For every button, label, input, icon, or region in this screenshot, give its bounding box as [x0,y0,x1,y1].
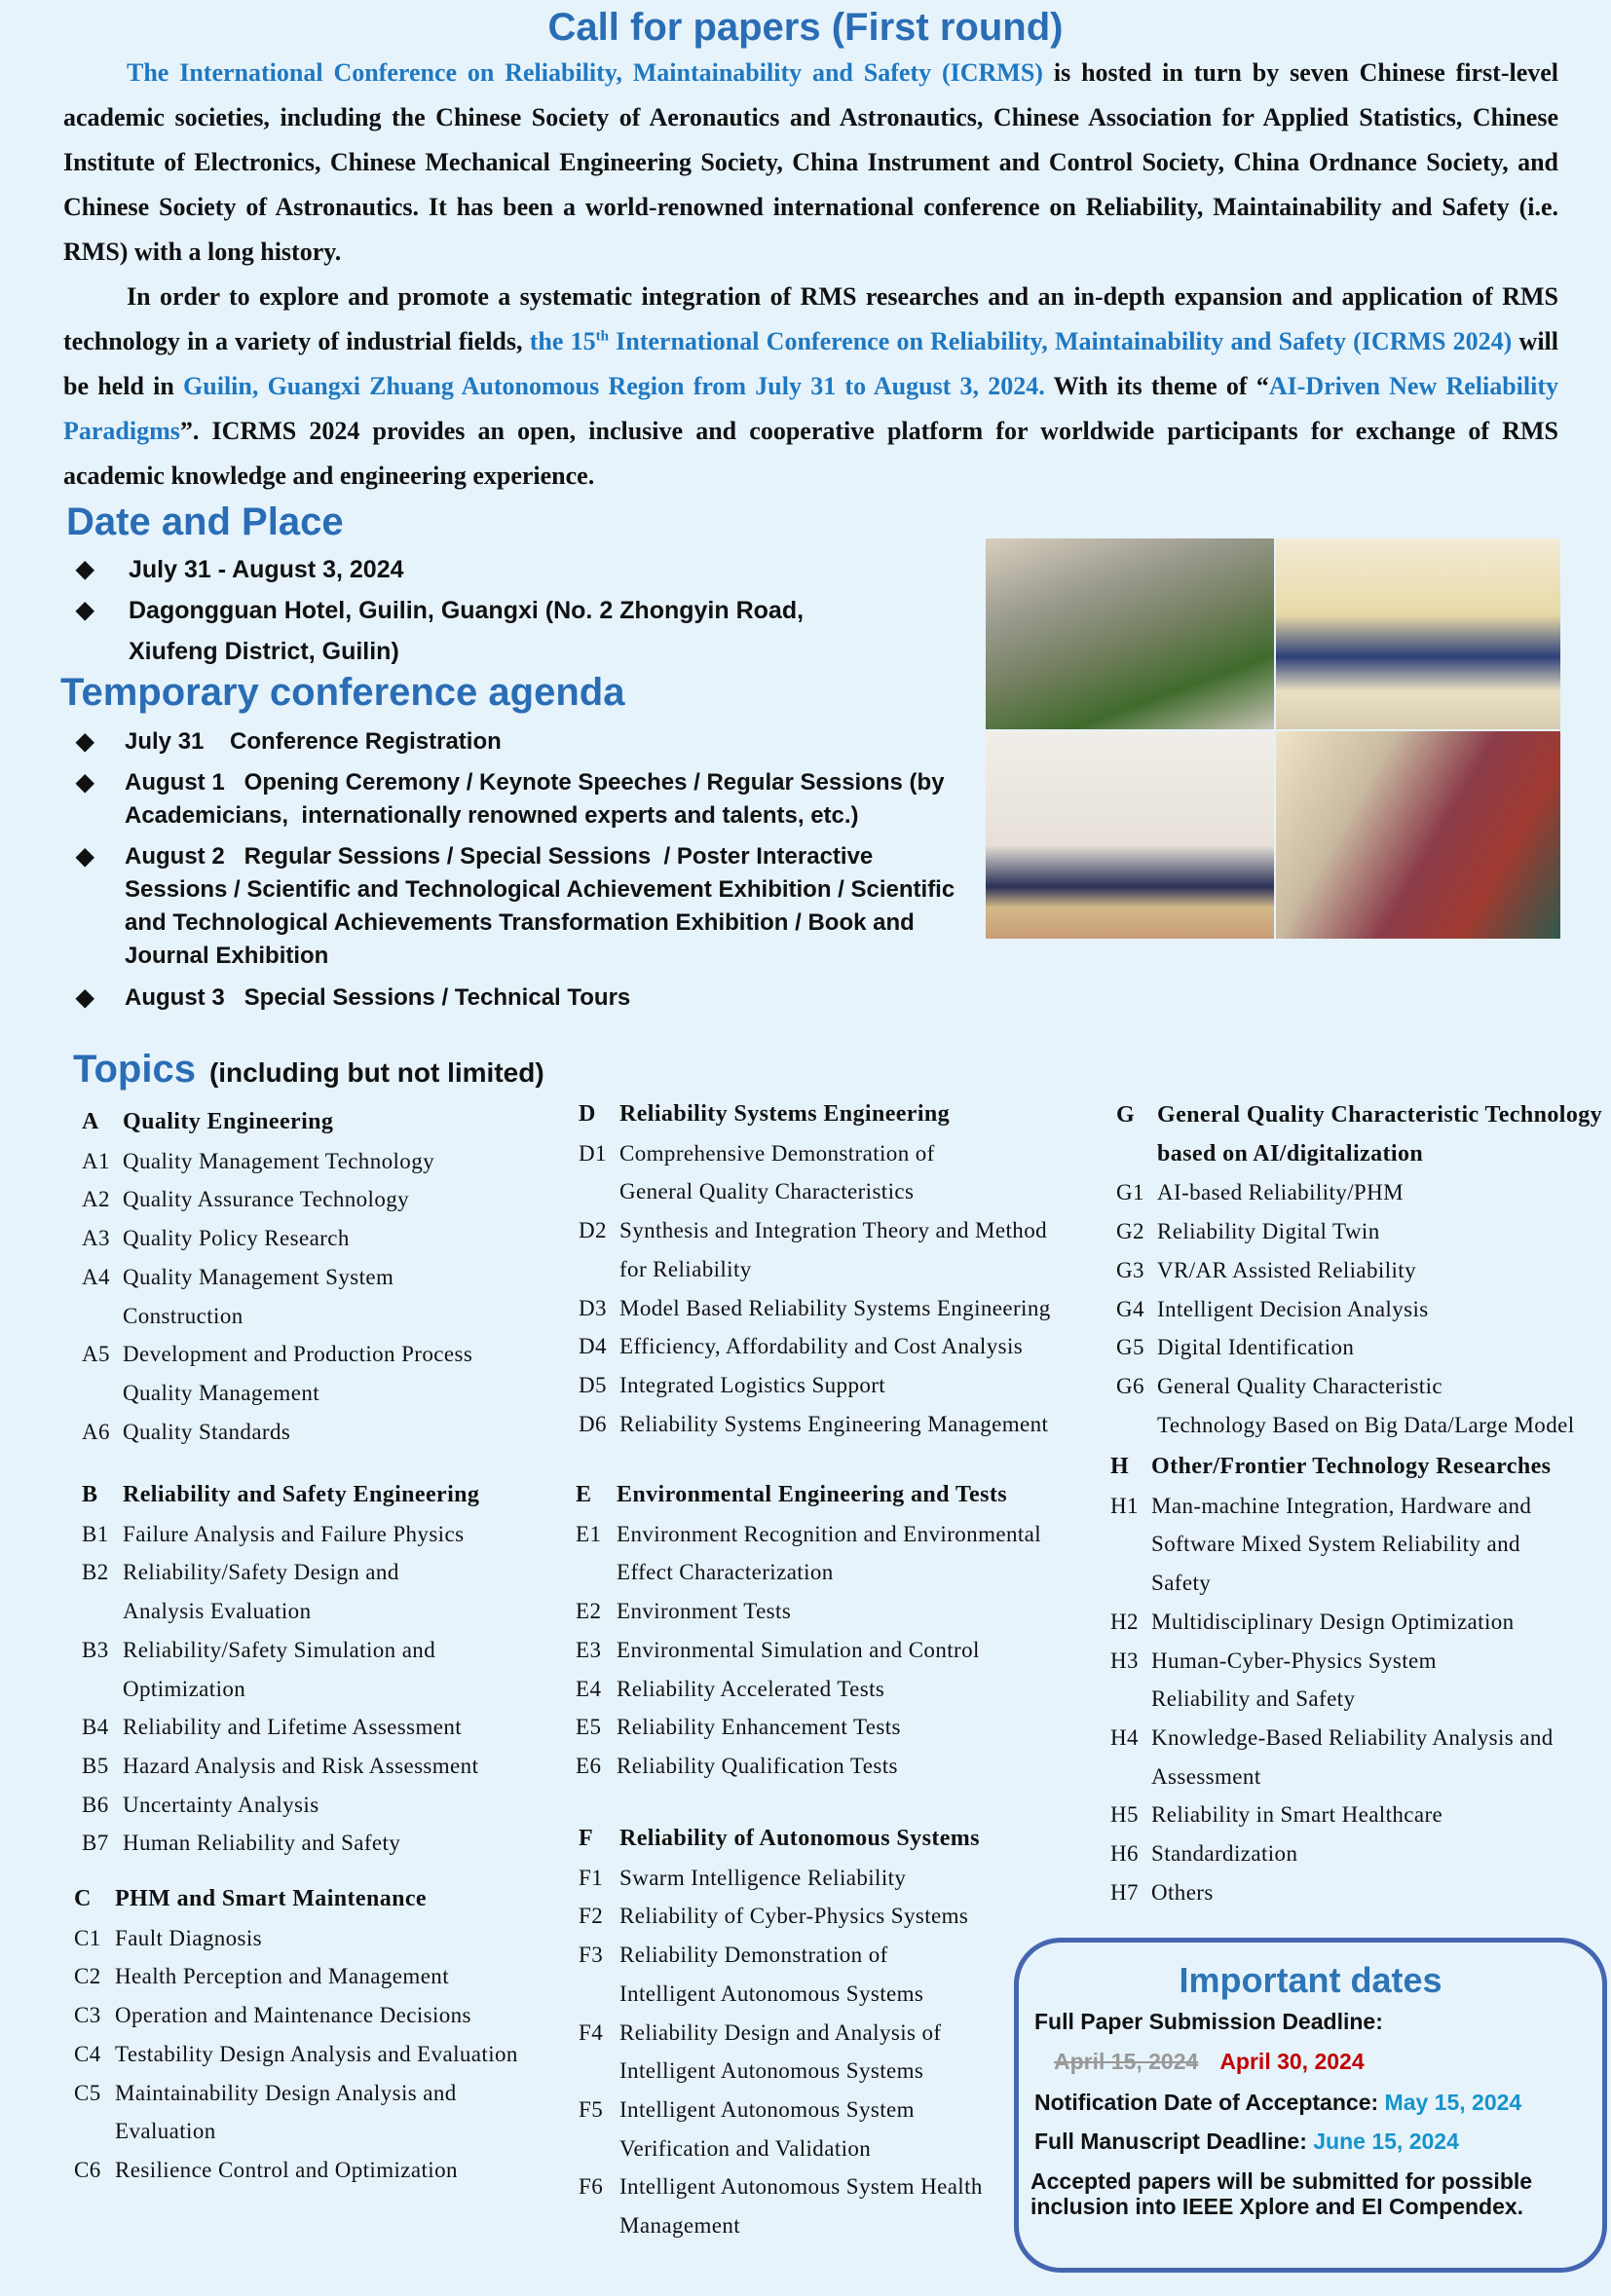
topic-text: Standardization [1151,1841,1298,1867]
topic-text: Reliability Demonstration of Intelligent Autonomous Systems [619,1943,924,2006]
topic-code: G4 [1116,1296,1144,1321]
topic-text: Environment Tests [617,1599,792,1624]
topic-item [1110,1796,1611,1834]
topic-section-heading [1116,1096,1611,1173]
intro-paragraph-2 [63,275,1558,499]
topic-text: Reliability Digital Twin [1157,1219,1380,1244]
topic-item [576,1747,1082,1786]
topic-item [576,1708,1082,1747]
topic-text: Man-machine Integration, Hardware and Software Mixed System Reliability and Safety [1151,1493,1532,1596]
topic-code: H2 [1110,1609,1139,1634]
topic-section-title: Reliability of Autonomous Systems [619,1826,980,1851]
diamond-bullet-icon: ◆ [76,597,94,623]
topic-code: A4 [82,1264,110,1289]
agenda-text: July 31 Conference Registration [125,728,502,755]
topic-section-code: H [1110,1454,1130,1479]
topic-code: F5 [579,2096,604,2122]
topic-item [579,1134,1085,1211]
topic-code: H3 [1110,1648,1139,1673]
manuscript-date: June 15, 2024 [1313,2129,1459,2154]
topic-text: VR/AR Assisted Reliability [1157,1257,1416,1282]
topic-section-code: G [1116,1102,1136,1128]
diamond-bullet-icon: ◆ [76,843,94,870]
topic-item [82,1258,540,1335]
topic-item [82,1747,540,1786]
topic-item [82,1631,540,1708]
topic-code: A5 [82,1342,110,1367]
topic-code: G2 [1116,1219,1144,1244]
topic-code: E6 [576,1753,602,1778]
topic-text: Others [1151,1879,1214,1905]
diamond-bullet-icon: ◆ [76,728,94,755]
topic-code: D2 [579,1218,607,1243]
topic-item [74,1919,561,1958]
ballroom-photo [1276,538,1560,729]
topic-text: Reliability/Safety Simulation and Optimization [123,1637,436,1701]
old-submission-date: April 15, 2024 [1054,2049,1199,2074]
topic-item [1116,1290,1611,1329]
topic-section-title: Quality Engineering [123,1109,334,1134]
topic-item [74,1996,561,2035]
topic-section-heading [74,1880,561,1919]
topic-item [579,1327,1085,1366]
topic-item [1110,1834,1611,1873]
topic-item [82,1142,540,1181]
topic-code: C1 [74,1925,101,1950]
edition-suffix: th [595,328,609,345]
topic-text: Operation and Maintenance Decisions [115,2003,471,2028]
topic-item [1116,1212,1611,1251]
topic-section-heading [82,1103,540,1142]
manuscript-label: Full Manuscript Deadline: [1034,2129,1307,2154]
topic-section-code: A [82,1109,99,1134]
topic-item [579,1405,1085,1444]
topic-item [1110,1719,1611,1796]
topic-section-e [576,1476,1082,1786]
location-date: Guilin, Guangxi Zhuang Autonomous Region from July 31 to August 3, 2024. [183,372,1045,400]
topic-code: F4 [579,2019,604,2045]
topic-text: Quality Management Technology [123,1148,434,1173]
topic-text: Quality Assurance Technology [123,1187,410,1212]
topic-section-code: E [576,1482,592,1507]
topic-code: D5 [579,1372,607,1397]
topic-code: C4 [74,2041,101,2066]
topic-code: C2 [74,1964,101,1989]
topic-text: Knowledge-Based Reliability Analysis and Assessment [1151,1724,1554,1789]
list-item [76,590,888,672]
topic-text: Quality Management System Construction [123,1264,394,1328]
date-place-heading: Date and Place [66,500,344,543]
topic-code: A1 [82,1148,110,1173]
topic-item [1116,1328,1611,1367]
list-item [76,549,914,590]
submission-label: Full Paper Submission Deadline: [1034,2009,1383,2034]
topic-item [82,1553,540,1630]
topics-title: Topics [73,1048,196,1091]
intro-text-2c: With its theme of “ [1044,372,1269,400]
topic-item [579,1859,1066,1898]
topic-text: Testability Design Analysis and Evaluation [115,2041,518,2066]
topic-text: Environment Recognition and Environmental Effect Characterization [617,1521,1042,1585]
topic-text: Reliability Design and Analysis of Intelligent Autonomous Systems [619,2019,942,2084]
intro-text-2b: will be held in [63,327,1558,400]
topic-text: Intelligent Autonomous System Health Management [619,2174,983,2239]
topic-code: D3 [579,1295,607,1320]
topic-item [1116,1173,1611,1212]
topic-item [576,1631,1082,1670]
topic-text: Resilience Control and Optimization [115,2157,458,2182]
topic-section-a [82,1103,540,1451]
topic-text: Health Perception and Management [115,1964,449,1989]
topic-text: Development and Production Process Quality Management [123,1342,473,1405]
agenda-text: August 2 Regular Sessions / Special Sessions / Poster Interactive Sessions / Scientific and Technological Achievement Exhibition / Scientific and Technological Achievements Transformation Exhibition / Book and Journal Exhibition [125,843,961,969]
indexing-note-line-1: Accepted papers will be submitted for possible [1030,2168,1533,2194]
conference-theme: AI-Driven New Reliability Paradigms [63,372,1558,445]
topic-text: Reliability Accelerated Tests [617,1676,885,1701]
indexing-note-line-2: inclusion into IEEE Xplore and EI Compendex. [1030,2194,1524,2219]
topic-code: B2 [82,1560,109,1585]
topic-text: Intelligent Autonomous System Verification and Validation [619,2096,915,2161]
notification-date: May 15, 2024 [1384,2090,1522,2115]
topic-text: Integrated Logistics Support [619,1372,886,1397]
topic-item [579,1289,1085,1328]
topic-code: H1 [1110,1493,1139,1518]
topic-text: Multidisciplinary Design Optimization [1151,1609,1515,1634]
topic-item [579,2014,1066,2091]
topic-text: Intelligent Decision Analysis [1157,1296,1429,1321]
topic-code: B1 [82,1521,109,1546]
topic-text: Quality Policy Research [123,1226,350,1251]
topic-code: D6 [579,1411,607,1436]
topic-item [1110,1873,1611,1912]
hotel-photo-grid [986,538,1560,939]
topic-code: C6 [74,2157,101,2182]
place-text: Dagongguan Hotel, Guilin, Guangxi (No. 2 Zhongyin Road, Xiufeng District, Guilin) [129,597,805,665]
topic-item [82,1180,540,1219]
conference-name: The International Conference on Reliability, Maintainability and Safety (ICRMS) [127,58,1043,87]
page-title: Call for papers (First round) [547,6,1064,49]
conference-hall-photo [986,731,1274,939]
topic-code: B5 [82,1753,109,1778]
topic-item [579,1211,1085,1288]
topic-item [579,1936,1066,2013]
topic-section-title: Reliability and Safety Engineering [123,1482,480,1507]
topic-item [576,1515,1082,1592]
topic-section-g [1116,1096,1611,1444]
topic-section-heading [1110,1448,1611,1487]
topic-section-code: F [579,1826,594,1851]
topic-section-title: Other/Frontier Technology Researches [1151,1454,1552,1479]
topic-text: Reliability Systems Engineering Management [619,1411,1049,1436]
topic-code: G6 [1116,1373,1144,1398]
topic-item [1116,1251,1611,1290]
topic-section-heading [579,1820,1066,1859]
topic-item [82,1413,540,1452]
diamond-bullet-icon: ◆ [76,984,94,1011]
diamond-bullet-icon: ◆ [76,769,94,796]
topic-section-d [579,1095,1085,1443]
topic-text: Digital Identification [1157,1335,1355,1360]
topic-item [1110,1487,1611,1603]
topic-code: B4 [82,1715,109,1740]
topic-item [74,2074,561,2151]
intro-text-2a: In order to explore and promote a systematic integration of RMS researches and an in-depth expansion and application of RMS technology in a variety of industrial fields, [63,282,1558,355]
topic-code: F3 [579,1943,604,1968]
topic-text: Swarm Intelligence Reliability [619,1865,907,1890]
topic-item [1110,1642,1611,1719]
notification-label: Notification Date of Acceptance: [1034,2090,1379,2115]
agenda-text: August 3 Special Sessions / Technical Tours [125,984,631,1011]
topic-item [1110,1603,1611,1642]
topic-code: D4 [579,1334,607,1359]
topic-code: C5 [74,2080,101,2105]
topic-text: AI-based Reliability/PHM [1157,1180,1404,1205]
topic-item [74,2035,561,2074]
topic-section-h [1110,1448,1611,1911]
intro-text-1: is hosted in turn by seven Chinese first-level academic societies, including the Chinese Society of Aeronautics and Astronautics, Chinese Association for Applied Statistics, Chinese Institute of Electronics, Chinese Mechanical Engineering Society, China Instrument and Control Society, China Ordnance Society, and Chinese Society of Astronautics. It has been a world-renowned international conference on Reliability, Maintainability and Safety (i.e. RMS) with a long history. [63,58,1558,266]
topic-text: Comprehensive Demonstration of General Quality Characteristics [619,1140,935,1204]
topic-item [579,1897,1066,1936]
hotel-aerial-photo [986,538,1274,729]
topic-item [576,1670,1082,1709]
topic-text: Model Based Reliability Systems Engineering [619,1295,1051,1320]
list-item [76,721,972,762]
topic-item [82,1219,540,1258]
topic-code: A2 [82,1187,110,1212]
topic-section-title: General Quality Characteristic Technology based on AI/digitalization [1157,1102,1603,1167]
edition-name: International Conference on Reliability, Maintainability and Safety (ICRMS 2024) [608,327,1513,355]
topic-section-code: D [579,1101,596,1127]
topic-section-code: B [82,1482,98,1507]
topic-item [579,2167,1066,2244]
topic-text: Reliability Qualification Tests [617,1753,898,1778]
topic-code: D1 [579,1140,607,1166]
topic-item [74,2151,561,2190]
topic-code: B7 [82,1831,109,1856]
agenda-heading: Temporary conference agenda [60,671,625,714]
topic-text: Fault Diagnosis [115,1925,263,1950]
topic-text: Maintainability Design Analysis and Evaluation [115,2080,457,2144]
topic-code: H6 [1110,1841,1139,1867]
topic-code: B3 [82,1637,109,1662]
topic-code: E4 [576,1676,602,1701]
topic-item [1116,1367,1611,1444]
topic-text: Reliability of Cyber-Physics Systems [619,1904,969,1929]
topic-text: Efficiency, Affordability and Cost Analysis [619,1334,1024,1359]
agenda-text: August 1 Opening Ceremony / Keynote Speeches / Regular Sessions (by Academicians, internationally renowned experts and talents, etc.) [125,769,951,829]
topic-item [74,1957,561,1996]
conference-edition [530,327,1513,355]
intro-paragraph-1 [63,51,1558,275]
topic-section-code: C [74,1886,92,1911]
submission-dates [1054,2049,1365,2075]
topics-heading [73,1048,544,1092]
topic-code: A6 [82,1419,110,1444]
topic-text: Synthesis and Integration Theory and Method for Reliability [619,1218,1048,1281]
list-item [76,977,972,1018]
topics-subtitle: (including but not limited) [208,1057,544,1088]
topic-section-title: PHM and Smart Maintenance [115,1886,427,1911]
topic-item [579,1366,1085,1405]
topic-code: F2 [579,1904,604,1929]
topic-item [576,1592,1082,1631]
topic-text: Reliability Enhancement Tests [617,1715,901,1740]
topic-code: F1 [579,1865,604,1890]
topic-code: H4 [1110,1724,1139,1750]
topic-section-title: Environmental Engineering and Tests [617,1482,1007,1507]
banquet-hall-photo [1276,731,1560,939]
topic-text: Human-Cyber-Physics System Reliability and Safety [1151,1648,1437,1712]
topic-code: E5 [576,1715,602,1740]
topic-section-heading [579,1095,1085,1134]
topic-text: Environmental Simulation and Control [617,1637,980,1662]
topic-section-c [74,1880,561,2190]
manuscript-line [1034,2129,1459,2155]
topic-item [579,2091,1066,2167]
new-submission-date: April 30, 2024 [1219,2049,1365,2074]
topic-text: Hazard Analysis and Risk Assessment [123,1753,479,1778]
diamond-bullet-icon: ◆ [76,556,94,582]
topic-item [82,1335,540,1412]
notification-line [1034,2090,1521,2116]
topic-item [82,1708,540,1747]
topic-item [82,1824,540,1863]
intro-text [63,51,1558,499]
topic-section-b [82,1476,540,1863]
topic-text: Human Reliability and Safety [123,1831,401,1856]
topic-code: C3 [74,2003,101,2028]
topic-code: A3 [82,1226,110,1251]
topic-code: F6 [579,2174,604,2200]
list-item [76,836,961,977]
topic-text: Reliability and Lifetime Assessment [123,1715,463,1740]
topic-code: E2 [576,1599,602,1624]
topic-text: Reliability/Safety Design and Analysis Evaluation [123,1560,399,1624]
topic-code: G3 [1116,1257,1144,1282]
important-dates-heading: Important dates [1179,1960,1442,2000]
topic-code: H5 [1110,1802,1139,1828]
topic-code: G1 [1116,1180,1144,1205]
important-dates-box [1014,1938,1607,2273]
edition-number: the 15 [529,327,596,355]
topic-text: Failure Analysis and Failure Physics [123,1521,465,1546]
topic-section-f [579,1820,1066,2245]
topic-text: Reliability in Smart Healthcare [1151,1802,1443,1828]
date-text: July 31 - August 3, 2024 [129,556,404,583]
topic-code: B6 [82,1792,109,1817]
topic-item [82,1786,540,1825]
topic-code: G5 [1116,1335,1144,1360]
intro-text-2d: ”. ICRMS 2024 provides an open, inclusive and cooperative platform for worldwide participants for exchange of RMS academic knowledge and engineering experience. [63,417,1558,490]
topic-code: E1 [576,1521,602,1546]
topic-code: H7 [1110,1879,1139,1905]
topic-section-title: Reliability Systems Engineering [619,1101,951,1127]
topic-text: Quality Standards [123,1419,291,1444]
date-place-list [76,549,914,672]
topic-item [82,1515,540,1554]
topic-section-heading [576,1476,1082,1515]
topic-code: E3 [576,1637,602,1662]
list-item [76,762,972,836]
agenda-list [76,721,972,1018]
topic-section-heading [82,1476,540,1515]
topic-text: General Quality Characteristic Technology Based on Big Data/Large Model [1157,1373,1575,1437]
topic-text: Uncertainty Analysis [123,1792,319,1817]
indexing-note [1030,2168,1532,2219]
